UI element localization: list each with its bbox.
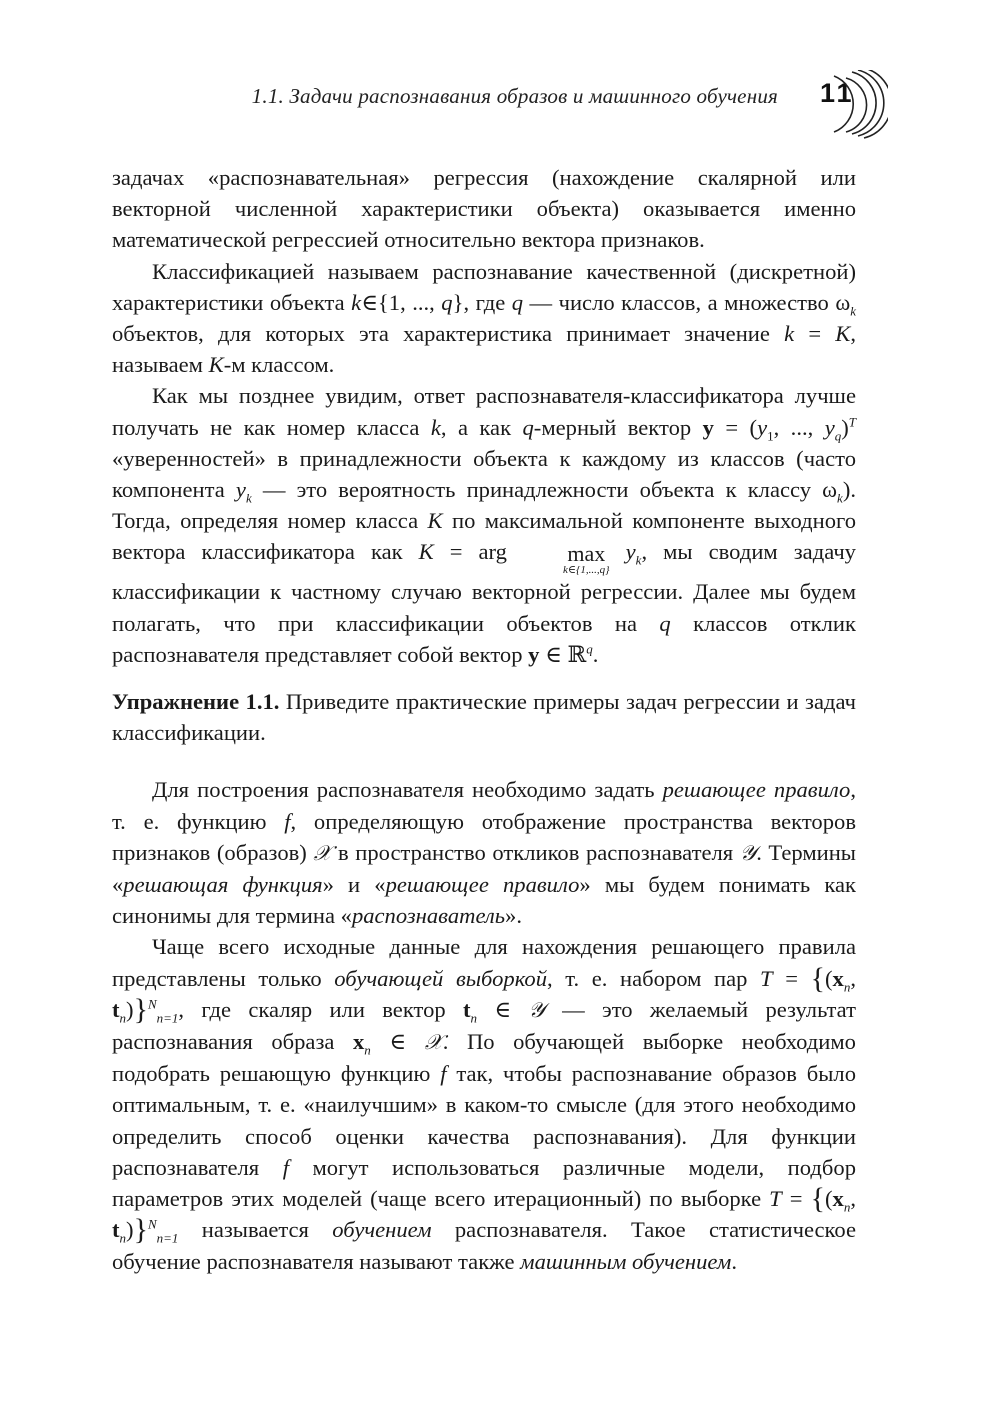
- paragraph-classifier: Как мы позднее увидим, ответ распознавателя-классификатора лучше получать не как номер класса k, а как q-мерный вектор $y = (y_1$, ..., $y_q)^T$ «уверенностей» в принадлежности объекта к каждому из классов (часто компонента $y_k$ — это вероятность принадлежности объекта к классу $\omega_k$). Тогда, определяя номер класса K по максимальной компоненте выходного вектора классификатора как K = arg max k∈{1,...,q} $y_k$, мы сводим задачу классификации к частному случаю векторной регрессии. Далее мы будем полагать, что при классификации объектов на q классов отклик распознавателя представляет собой вектор y ∈ ℝ$^q$.: [112, 383, 857, 667]
- running-head: 1.1. Задачи распознавания образов и машинного обучения: [251, 84, 778, 108]
- page-header: [0, 70, 1000, 140]
- paragraph-classification: Классификацией называем распознавание качественной (дискретной) характеристики объекта k∈{1, ..., q}, где q — число классов, а множество $\omega_k$ объектов, для которых эта характеристика принимает значение k = K, называем K-м классом.: [112, 258, 856, 378]
- exercise-label: Упражнение 1.1.: [112, 689, 280, 715]
- page-number-arcs-icon: [828, 70, 888, 140]
- paragraph-1: задачах «распознавательная» регрессия (нахождение скалярной или векторной численной характеристики объекта) оказывается именно математической регрессией относительно вектора признаков.: [112, 165, 856, 253]
- paragraph-decision-rule: Для построения распознавателя необходимо задать решающее правило, т. е. функцию f, определяющую отображение пространства векторов признаков (образов) 𝒳 в пространство откликов распознавателя 𝒴. Термины «решающая функция» и «решающее правило» мы будем понимать как синонимы для термина «распознаватель».: [112, 777, 856, 929]
- argmax-operator: max k∈{1,...,q}: [563, 541, 610, 577]
- paragraph-training-set: Чаще всего исходные данные для нахождения решающего правила представлены только обучающей выборкой, т. е. набором пар $T = \{(x_n$, $t_n)\}^N_{n=1}$, где скаляр или вектор $t_n$ ∈ 𝒴 — это желаемый результат распознавания образа $x_n$ ∈ 𝒳. По обучающей выборке необходимо подобрать решающую функцию f так, чтобы распознавание образов было оптимальным, т. е. «наилучшим» в каком-то смысле (для этого необходимо определить способ оценки качества распознавания). Для функции распознавателя f могут использоваться различные модели, подбор параметров этих моделей (чаще всего итерационный) по выборке $T = \{(x_n$, $t_n)\}^N_{n=1}$ называется обучением распознавателя. Такое статистическое обучение распознавателя называют также машинным обучением.: [112, 934, 856, 1274]
- page-number: 11: [820, 78, 855, 108]
- body-text: [112, 162, 856, 1277]
- exercise: Упражнение 1.1. Приведите практические примеры задач регрессии и задач классификации.: [112, 689, 856, 746]
